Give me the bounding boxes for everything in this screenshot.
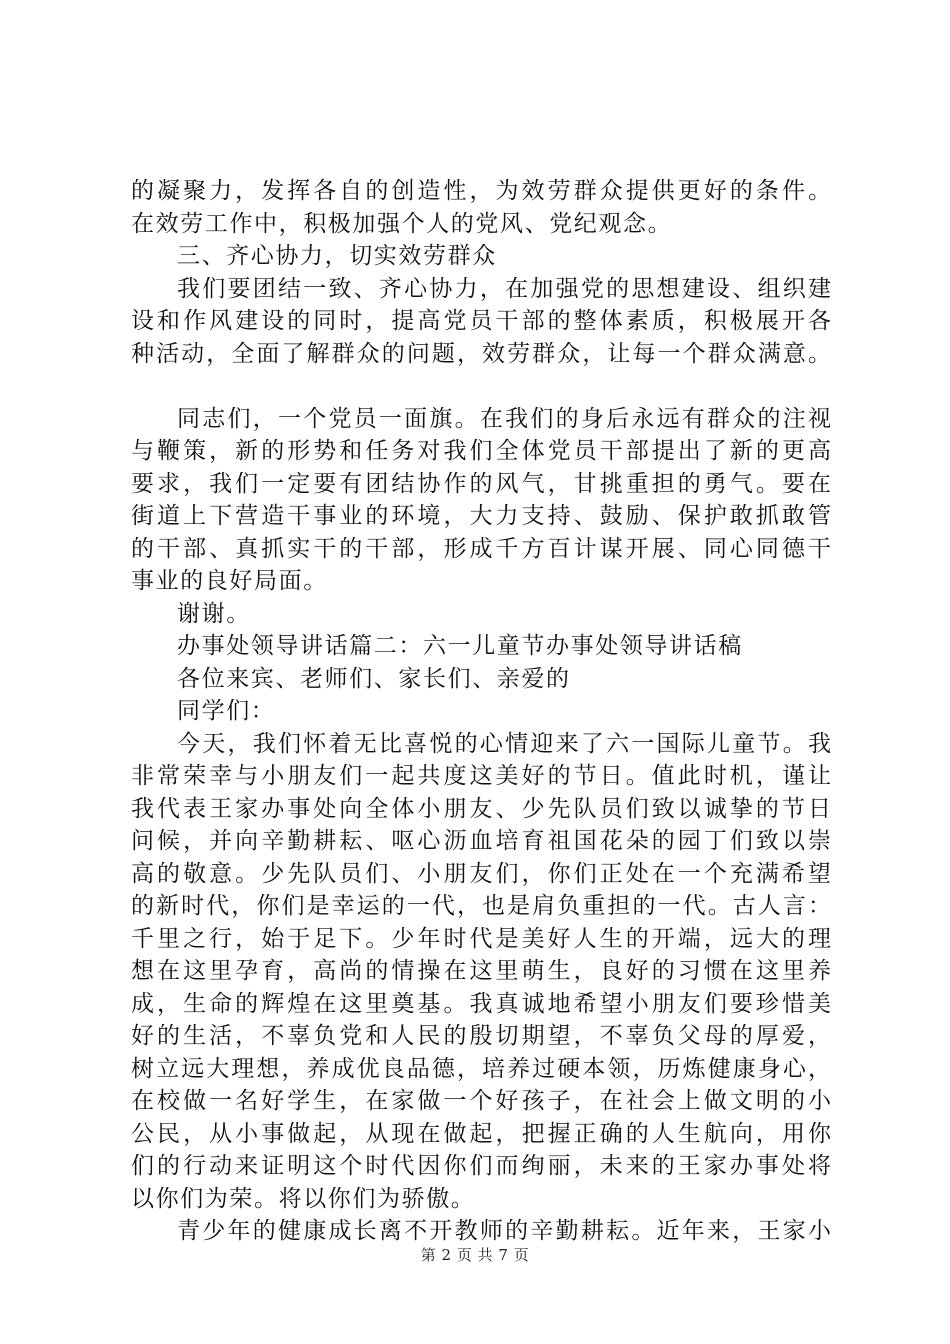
text-line: 成，生命的辉煌在这里奠基。我真诚地希望小朋友们要珍惜美 [131, 990, 831, 1017]
text-line: 设和作风建设的同时，提高党员干部的整体素质，积极展开各 [131, 308, 831, 334]
text-line: 问候，并向辛勤耕耘、呕心沥血培育祖国花朵的园丁们致以崇 [131, 828, 831, 854]
text-line: 我代表王家办事处向全体小朋友、少先队员们致以诚挚的节日 [131, 795, 831, 822]
text-line: 办事处领导讲话篇二：六一儿童节办事处领导讲话稿 [177, 633, 743, 659]
text-line: 同志们，一个党员一面旗。在我们的身后永远有群众的注视 [177, 405, 831, 432]
text-line: 们的行动来证明这个时代因你们而绚丽，未来的王家办事处将 [131, 1153, 831, 1179]
text-line: 事业的良好局面。 [131, 568, 328, 594]
text-line: 在校做一名好学生，在家做一个好孩子，在社会上做文明的小 [131, 1088, 831, 1114]
text-line: 树立远大理想，养成优良品德，培养过硬本领，历炼健康身心， [131, 1055, 831, 1082]
text-line: 同学们： [177, 698, 276, 724]
text-line: 高的敬意。少先队员们、小朋友们，你们正处在一个充满希望 [131, 860, 831, 887]
text-line: 在效劳工作中，积极加强个人的党风、党纪观念。 [131, 210, 673, 237]
text-line: 谢谢。 [177, 600, 251, 627]
document-body [131, 175, 831, 1248]
text-line: 我们要团结一致、齐心协力，在加强党的思想建设、组织建 [177, 275, 831, 302]
text-line: 公民，从小事做起，从现在做起，把握正确的人生航向，用你 [131, 1120, 831, 1147]
text-line: 千里之行，始于足下。少年时代是美好人生的开端，远大的理 [131, 925, 831, 952]
text-line: 以你们为荣。将以你们为骄傲。 [131, 1185, 476, 1212]
text-line: 要求，我们一定要有团结协作的风气，甘挑重担的勇气。要在 [131, 470, 831, 497]
text-line: 的干部、真抓实干的干部，形成千方百计谋开展、同心同德干 [131, 535, 831, 562]
text-line: 今天，我们怀着无比喜悦的心情迎来了六一国际儿童节。我 [177, 730, 831, 757]
blank-line [131, 370, 831, 403]
text-line: 的新时代，你们是幸运的一代，也是肩负重担的一代。古人言： [131, 893, 831, 919]
text-line: 各位来宾、老师们、家长们、亲爱的 [177, 665, 571, 692]
text-line: 青少年的健康成长离不开教师的辛勤耕耘。近年来，王家小 [177, 1218, 831, 1244]
text-line: 种活动，全面了解群众的问题，效劳群众，让每一个群众满意。 [131, 340, 831, 367]
text-line: 与鞭策，新的形势和任务对我们全体党员干部提出了新的更高 [131, 438, 831, 464]
text-line: 好的生活，不辜负党和人民的殷切期望，不辜负父母的厚爱， [131, 1023, 831, 1049]
text-line: 的凝聚力，发挥各自的创造性，为效劳群众提供更好的条件。 [131, 178, 831, 204]
text-line: 非常荣幸与小朋友们一起共度这美好的节日。值此时机，谨让 [131, 763, 831, 789]
page-footer: 第 2 页 共 7 页 [420, 1246, 530, 1264]
text-line: 街道上下营造干事业的环境，大力支持、鼓励、保护敢抓敢管 [131, 503, 831, 529]
text-line: 想在这里孕育，高尚的情操在这里萌生，良好的习惯在这里养 [131, 958, 831, 984]
text-line: 三、齐心协力，切实效劳群众 [177, 243, 497, 269]
